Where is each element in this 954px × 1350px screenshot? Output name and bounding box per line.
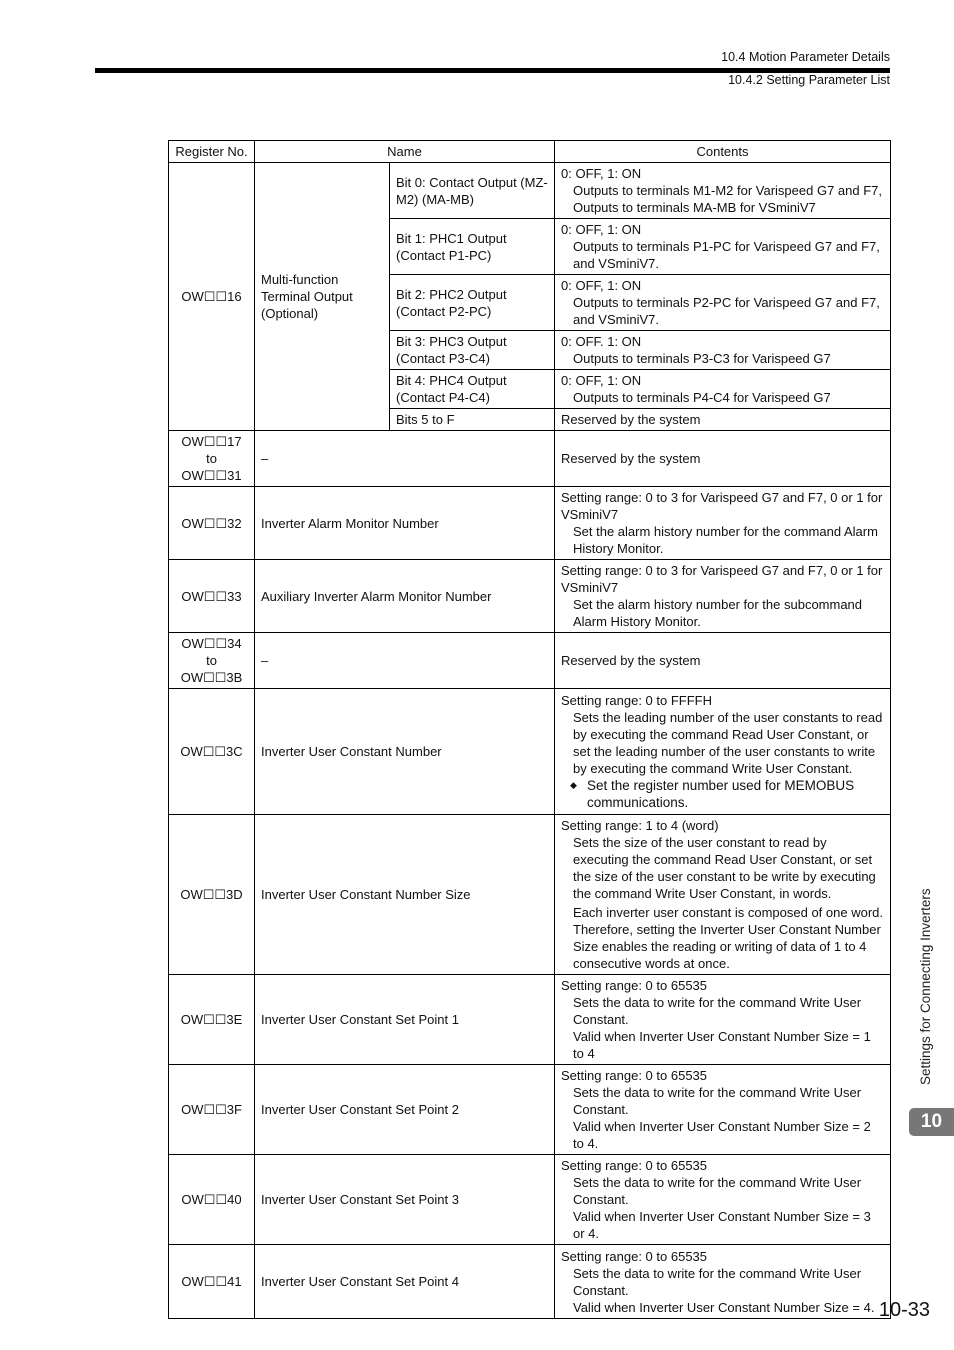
bit-label-cell: Bit 2: PHC2 Output (Contact P2-PC) <box>390 275 555 331</box>
contents-text: Valid when Inverter User Constant Number Size = 4. <box>573 1299 875 1315</box>
register-line: OW☐☐17 <box>181 434 242 449</box>
contents-head: Setting range: 0 to 3 for Varispeed G7 and F7, 0 or 1 for VSminiV7 <box>561 563 883 595</box>
contents-head: 0: OFF, 1: ON <box>561 278 642 293</box>
contents-text: Outputs to terminals P4-C4 for Varispeed G7 <box>573 390 831 405</box>
contents-head: Reserved by the system <box>561 412 701 427</box>
contents-head: 0: OFF, 1: ON <box>561 222 642 237</box>
contents-head: Reserved by the system <box>561 653 701 668</box>
table-row <box>169 1065 891 1155</box>
contents-bullet <box>561 777 884 811</box>
contents-text: Valid when Inverter User Constant Number Size = 1 to 4 <box>573 1029 871 1061</box>
table-row <box>169 975 891 1065</box>
name-cell: Inverter User Constant Set Point 3 <box>255 1155 555 1245</box>
contents-cell <box>555 975 891 1065</box>
contents-text: Set the alarm history number for the command Alarm History Monitor. <box>573 524 878 556</box>
contents-cell <box>555 815 891 975</box>
column-header-contents: Contents <box>555 141 891 163</box>
contents-text: Sets the data to write for the command Write User Constant. <box>573 1265 862 1298</box>
name-cell: Inverter User Constant Set Point 2 <box>255 1065 555 1155</box>
name-cell: Inverter User Constant Set Point 4 <box>255 1245 555 1319</box>
column-header-name: Name <box>255 141 555 163</box>
bullet-text: Set the register number used for MEMOBUS communications. <box>587 778 855 810</box>
register-cell: OW☐☐16 <box>169 163 255 431</box>
register-cell: OW☐☐41 <box>169 1245 255 1319</box>
contents-cell <box>555 370 891 409</box>
bit-label-cell: Bit 1: PHC1 Output (Contact P1-PC) <box>390 219 555 275</box>
chapter-side-label: Settings for Connecting Inverters <box>918 888 933 1085</box>
name-cell: Auxiliary Inverter Alarm Monitor Number <box>255 560 555 633</box>
table-row <box>169 633 891 689</box>
table-row <box>169 431 891 487</box>
table-row <box>169 487 891 560</box>
register-cell: OW☐☐3E <box>169 975 255 1065</box>
contents-text: Outputs to terminals P3-C3 for Varispeed G7 <box>573 351 831 366</box>
contents-text: Sets the data to write for the command Write User Constant. <box>573 1085 862 1117</box>
register-line: OW☐☐3B <box>180 670 243 685</box>
register-cell <box>169 633 255 689</box>
contents-cell <box>555 689 891 815</box>
contents-text: Outputs to terminals M1-M2 for Varispeed G7 and F7, Outputs to terminals MA-MB for VSminiV7 <box>573 183 883 215</box>
contents-head: 0: OFF, 1: ON <box>561 166 642 181</box>
contents-head: Setting range: 0 to 3 for Varispeed G7 and F7, 0 or 1 for VSminiV7 <box>561 490 883 522</box>
register-line: OW☐☐34 <box>181 636 242 651</box>
register-cell: OW☐☐3F <box>169 1065 255 1155</box>
contents-text: Valid when Inverter User Constant Number Size = 3 or 4. <box>573 1209 871 1241</box>
bit-label-cell: Bits 5 to F <box>390 409 555 431</box>
column-header-register: Register No. <box>169 141 255 163</box>
contents-text: Sets the size of the user constant to read by executing the command Read User Constant, or set the size of the user constant to be write by executing the command Write User Constant, in words. <box>573 835 876 901</box>
contents-head: Reserved by the system <box>561 451 701 466</box>
contents-head: Setting range: 0 to 65535 <box>561 978 708 993</box>
header-section-title: 10.4 Motion Parameter Details <box>721 50 890 64</box>
register-cell <box>169 431 255 487</box>
name-cell: – <box>255 431 555 487</box>
table-row <box>169 560 891 633</box>
header-subsection-title: 10.4.2 Setting Parameter List <box>728 73 890 87</box>
register-cell: OW☐☐32 <box>169 487 255 560</box>
diamond-bullet-icon: ◆ <box>570 780 577 790</box>
table-row <box>169 1155 891 1245</box>
contents-head: Setting range: 0 to 65535 <box>561 1158 708 1173</box>
bit-label-cell: Bit 0: Contact Output (MZ-M2) (MA-MB) <box>390 163 555 219</box>
contents-cell <box>555 275 891 331</box>
contents-head: 0: OFF. 1: ON <box>561 334 642 349</box>
table-row <box>169 1245 891 1319</box>
name-cell: Inverter User Constant Set Point 1 <box>255 975 555 1065</box>
contents-cell <box>555 331 891 370</box>
name-cell: Inverter User Constant Number <box>255 689 555 815</box>
contents-text: Sets the data to write for the command Write User Constant. <box>573 995 862 1027</box>
bit-label-cell: Bit 4: PHC4 Output (Contact P4-C4) <box>390 370 555 409</box>
register-line: OW☐☐31 <box>181 468 242 483</box>
contents-cell <box>555 1245 891 1319</box>
contents-text: Each inverter user constant is composed of one word. Therefore, setting the Inverter User Constant Number Size enables the reading or writing of data of 1 to 4 consecutive words at once. <box>573 905 883 971</box>
chapter-tab: 10 <box>909 1108 954 1136</box>
contents-head: Setting range: 0 to 65535 <box>561 1068 708 1083</box>
register-cell: OW☐☐40 <box>169 1155 255 1245</box>
register-cell: OW☐☐33 <box>169 560 255 633</box>
contents-text: Outputs to terminals P1-PC for Varispeed G7 and F7, and VSminiV7. <box>573 239 880 271</box>
register-line: to <box>206 653 217 668</box>
table-row <box>169 815 891 975</box>
name-cell: Multi-function Terminal Output (Optional) <box>255 163 390 431</box>
bit-label-cell: Bit 3: PHC3 Output (Contact P3-C4) <box>390 331 555 370</box>
table-row <box>169 689 891 815</box>
name-cell: Inverter User Constant Number Size <box>255 815 555 975</box>
parameter-table <box>168 140 891 1319</box>
contents-text: Sets the leading number of the user constants to read by executing the command Read User Constant, or set the leading number of the user constants to write by executing the command Write User Constant. <box>573 710 883 776</box>
contents-cell <box>555 219 891 275</box>
table-header-row <box>169 141 891 163</box>
page-number: 10-33 <box>878 1299 930 1321</box>
contents-text: Set the alarm history number for the subcommand Alarm History Monitor. <box>573 597 863 629</box>
table-row <box>169 163 891 219</box>
contents-text: Outputs to terminals P2-PC for Varispeed G7 and F7, and VSminiV7. <box>573 295 880 327</box>
contents-head: Setting range: 1 to 4 (word) <box>561 818 719 833</box>
name-cell: Inverter Alarm Monitor Number <box>255 487 555 560</box>
contents-text: Sets the data to write for the command Write User Constant. <box>573 1175 862 1207</box>
contents-cell <box>555 1155 891 1245</box>
contents-cell <box>555 1065 891 1155</box>
contents-cell <box>555 633 891 689</box>
contents-cell <box>555 431 891 487</box>
contents-cell <box>555 487 891 560</box>
contents-head: 0: OFF, 1: ON <box>561 373 642 388</box>
name-cell: – <box>255 633 555 689</box>
register-cell: OW☐☐3D <box>169 815 255 975</box>
contents-head: Setting range: 0 to 65535 <box>561 1248 708 1264</box>
contents-head: Setting range: 0 to FFFFH <box>561 693 713 708</box>
contents-text: Valid when Inverter User Constant Number Size = 2 to 4. <box>573 1119 871 1151</box>
contents-cell <box>555 163 891 219</box>
contents-cell <box>555 560 891 633</box>
register-cell: OW☐☐3C <box>169 689 255 815</box>
contents-cell <box>555 409 891 431</box>
register-line: to <box>206 451 217 466</box>
